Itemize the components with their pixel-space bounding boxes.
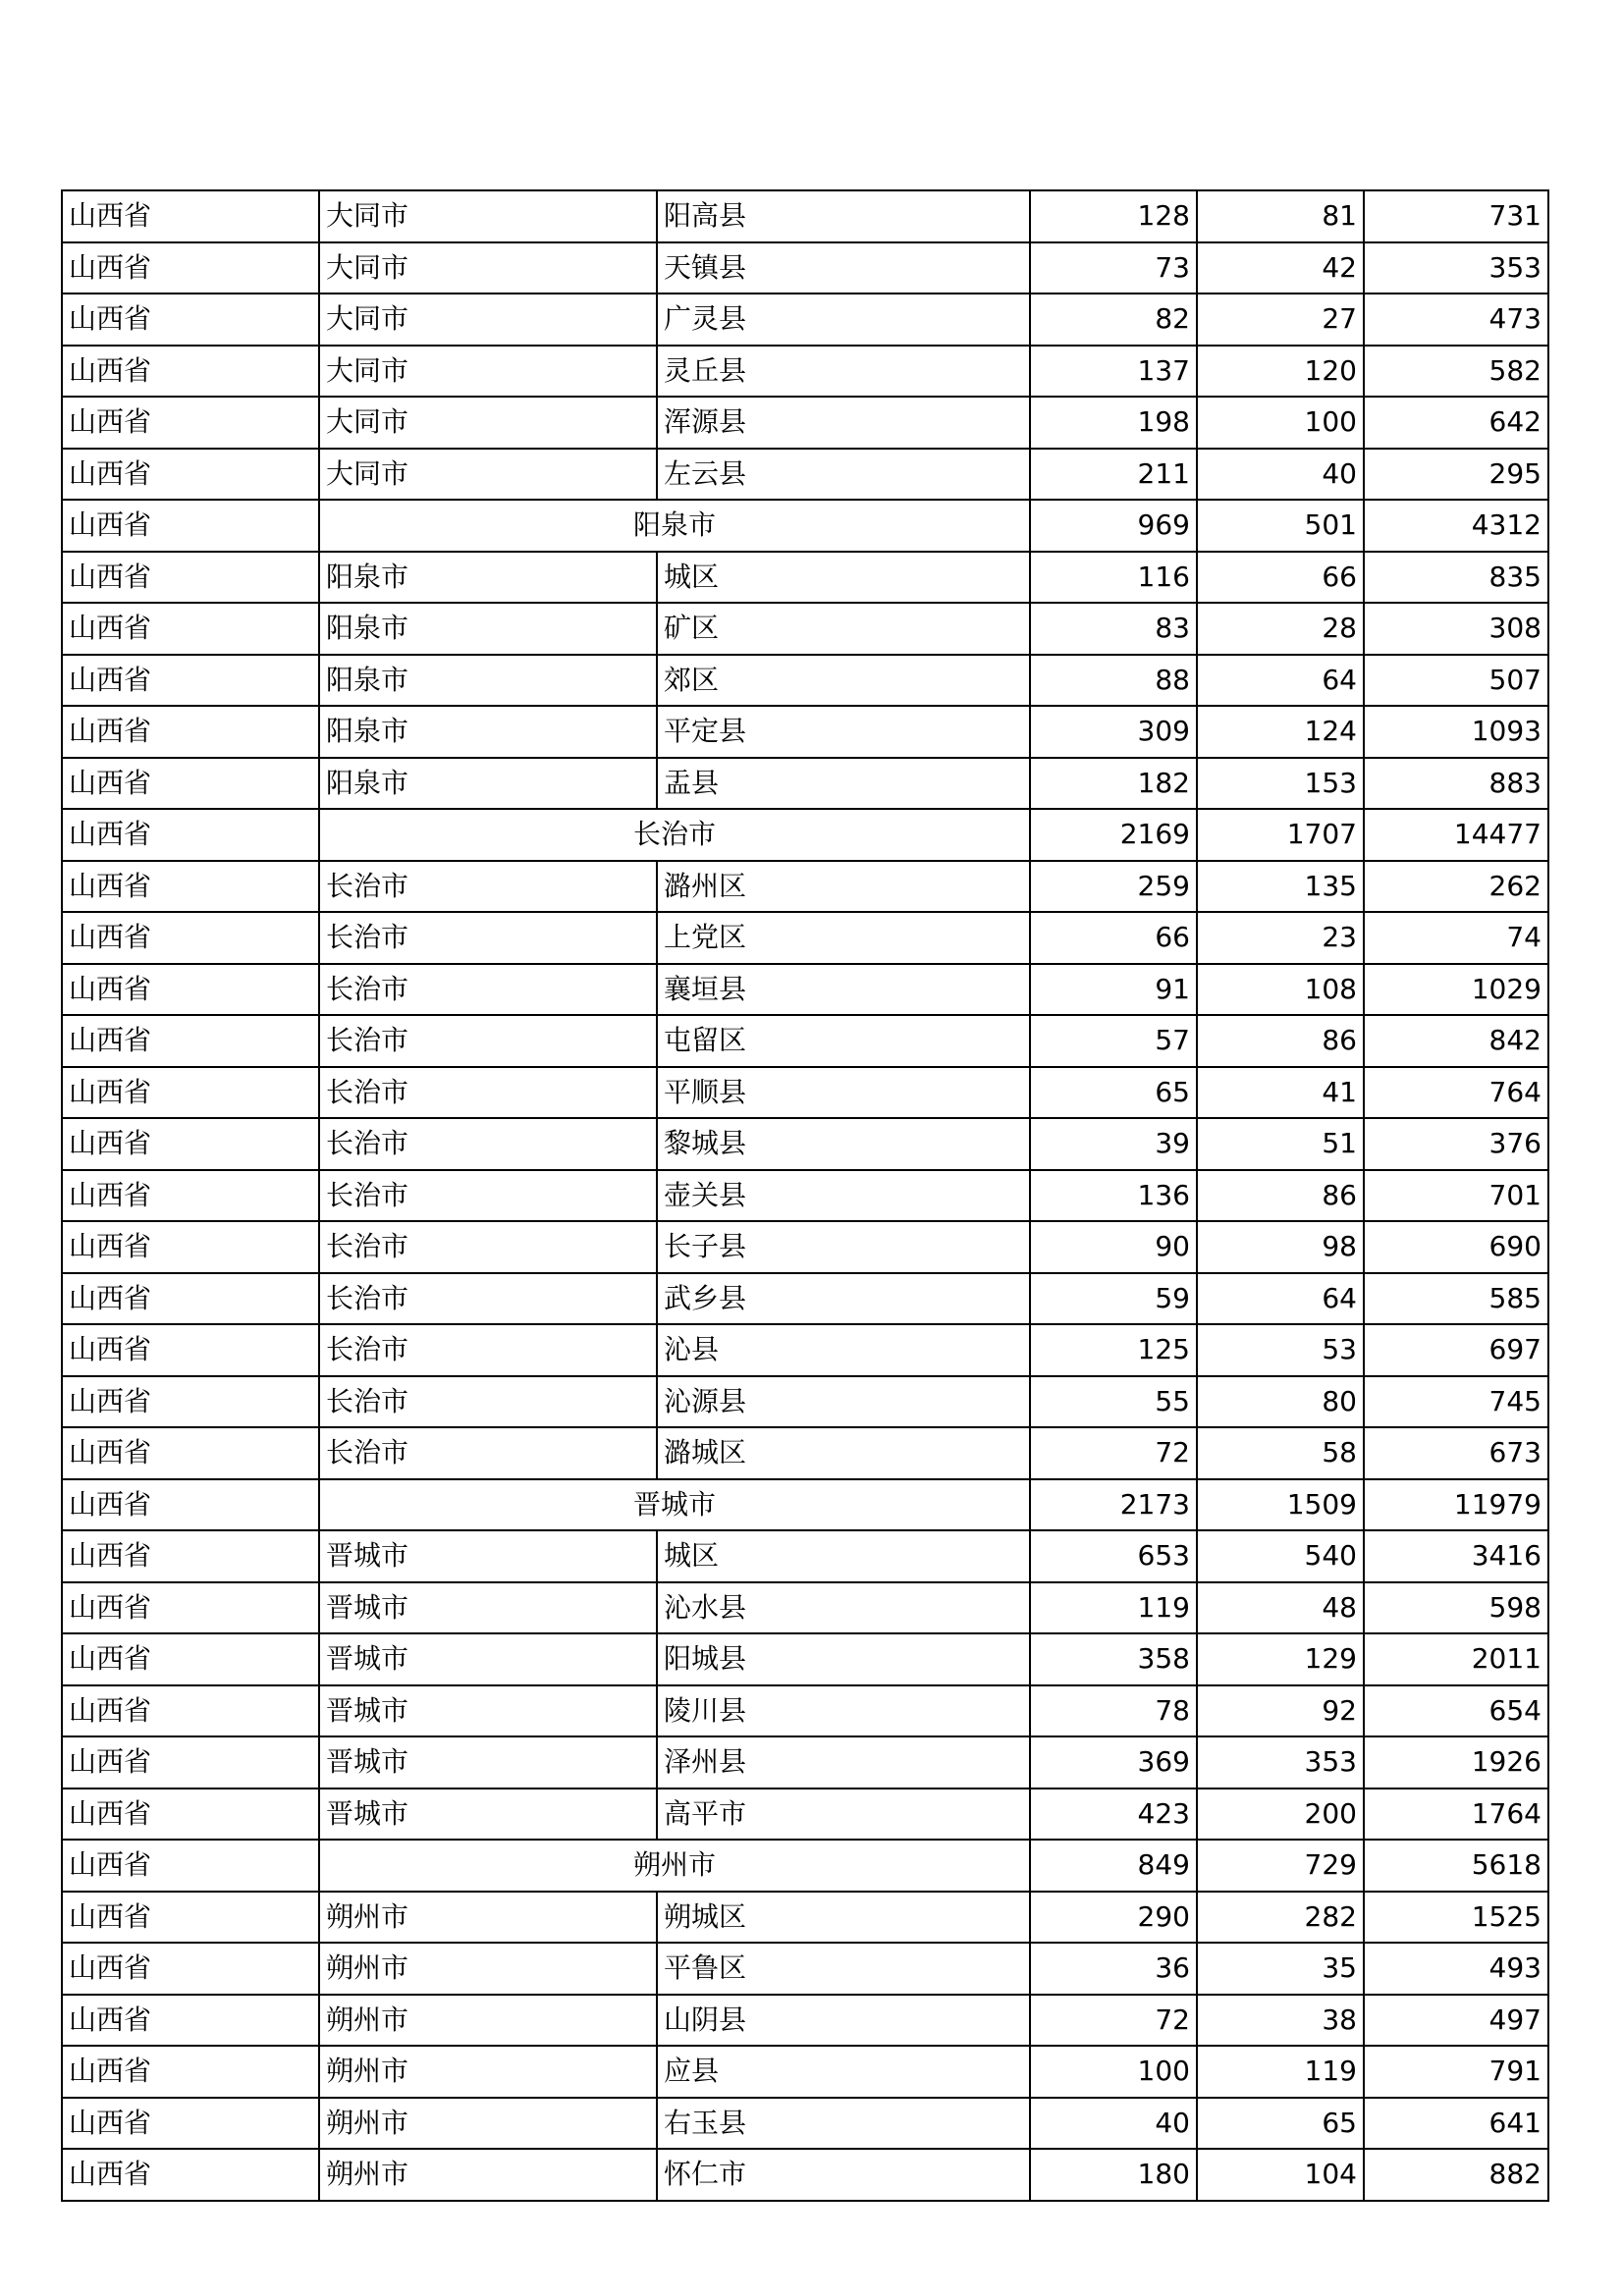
value-3-cell: 673 (1364, 1427, 1548, 1479)
value-1-cell: 100 (1030, 2046, 1197, 2098)
value-2-cell: 120 (1197, 346, 1364, 398)
city-cell: 朔州市 (319, 2098, 657, 2150)
province-cell: 山西省 (62, 1170, 319, 1222)
city-cell: 长治市 (319, 1118, 657, 1170)
value-3-cell: 764 (1364, 1067, 1548, 1119)
value-1-cell: 259 (1030, 861, 1197, 913)
city-cell: 阳泉市 (319, 758, 657, 810)
value-2-cell: 119 (1197, 2046, 1364, 2098)
value-3-cell: 295 (1364, 449, 1548, 501)
value-2-cell: 23 (1197, 912, 1364, 964)
province-cell: 山西省 (62, 242, 319, 294)
county-cell: 左云县 (657, 449, 1030, 501)
value-2-cell: 135 (1197, 861, 1364, 913)
province-cell: 山西省 (62, 449, 319, 501)
value-1-cell: 40 (1030, 2098, 1197, 2150)
city-cell: 阳泉市 (319, 552, 657, 604)
city-cell: 长治市 (319, 1067, 657, 1119)
value-2-cell: 64 (1197, 1273, 1364, 1325)
table-row (62, 397, 1548, 449)
city-cell: 长治市 (319, 1324, 657, 1376)
value-2-cell: 35 (1197, 1943, 1364, 1995)
value-1-cell: 137 (1030, 346, 1197, 398)
county-cell: 平顺县 (657, 1067, 1030, 1119)
province-cell: 山西省 (62, 1221, 319, 1273)
table-row (62, 758, 1548, 810)
value-3-cell: 585 (1364, 1273, 1548, 1325)
province-cell: 山西省 (62, 964, 319, 1016)
table-row (62, 603, 1548, 655)
county-cell: 平鲁区 (657, 1943, 1030, 1995)
table-row (62, 242, 1548, 294)
county-cell: 上党区 (657, 912, 1030, 964)
value-2-cell: 80 (1197, 1376, 1364, 1428)
county-cell: 平定县 (657, 706, 1030, 758)
value-3-cell: 1764 (1364, 1789, 1548, 1841)
value-2-cell: 40 (1197, 449, 1364, 501)
city-cell: 晋城市 (319, 1685, 657, 1737)
table-row (62, 294, 1548, 346)
province-cell: 山西省 (62, 1685, 319, 1737)
city-cell: 晋城市 (319, 1582, 657, 1634)
county-cell: 高平市 (657, 1789, 1030, 1841)
table-row (62, 861, 1548, 913)
value-1-cell: 423 (1030, 1789, 1197, 1841)
value-3-cell: 842 (1364, 1015, 1548, 1067)
value-3-cell: 11979 (1364, 1479, 1548, 1531)
county-cell: 武乡县 (657, 1273, 1030, 1325)
city-cell: 大同市 (319, 190, 657, 242)
city-cell: 长治市 (319, 1376, 657, 1428)
table-row (62, 1892, 1548, 1944)
value-2-cell: 66 (1197, 552, 1364, 604)
value-3-cell: 1093 (1364, 706, 1548, 758)
value-2-cell: 98 (1197, 1221, 1364, 1273)
value-2-cell: 153 (1197, 758, 1364, 810)
county-cell: 矿区 (657, 603, 1030, 655)
province-cell: 山西省 (62, 1995, 319, 2047)
city-cell: 阳泉市 (319, 655, 657, 707)
value-2-cell: 42 (1197, 242, 1364, 294)
value-2-cell: 64 (1197, 655, 1364, 707)
value-3-cell: 690 (1364, 1221, 1548, 1273)
province-cell: 山西省 (62, 397, 319, 449)
value-2-cell: 100 (1197, 397, 1364, 449)
value-2-cell: 729 (1197, 1840, 1364, 1892)
province-cell: 山西省 (62, 2046, 319, 2098)
value-2-cell: 28 (1197, 603, 1364, 655)
value-2-cell: 41 (1197, 1067, 1364, 1119)
value-1-cell: 39 (1030, 1118, 1197, 1170)
value-3-cell: 745 (1364, 1376, 1548, 1428)
province-cell: 山西省 (62, 552, 319, 604)
value-3-cell: 308 (1364, 603, 1548, 655)
table-row (62, 1995, 1548, 2047)
county-cell: 山阴县 (657, 1995, 1030, 2047)
county-cell: 天镇县 (657, 242, 1030, 294)
data-table (61, 189, 1549, 2202)
value-3-cell: 3416 (1364, 1530, 1548, 1582)
table-row (62, 552, 1548, 604)
table-row (62, 1530, 1548, 1582)
county-cell: 朔城区 (657, 1892, 1030, 1944)
table-row (62, 1633, 1548, 1685)
value-3-cell: 2011 (1364, 1633, 1548, 1685)
value-3-cell: 1029 (1364, 964, 1548, 1016)
table-row (62, 1582, 1548, 1634)
province-cell: 山西省 (62, 1427, 319, 1479)
value-3-cell: 882 (1364, 2149, 1548, 2201)
value-1-cell: 36 (1030, 1943, 1197, 1995)
province-cell: 山西省 (62, 1789, 319, 1841)
province-cell: 山西省 (62, 912, 319, 964)
county-cell: 潞州区 (657, 861, 1030, 913)
value-1-cell: 309 (1030, 706, 1197, 758)
city-cell: 晋城市 (319, 1633, 657, 1685)
value-1-cell: 65 (1030, 1067, 1197, 1119)
value-1-cell: 969 (1030, 500, 1197, 552)
value-2-cell: 129 (1197, 1633, 1364, 1685)
province-cell: 山西省 (62, 346, 319, 398)
city-cell: 长治市 (319, 1170, 657, 1222)
city-total-row (62, 1479, 1548, 1531)
city-cell: 长治市 (319, 861, 657, 913)
province-cell: 山西省 (62, 1273, 319, 1325)
table-row (62, 1067, 1548, 1119)
value-1-cell: 653 (1030, 1530, 1197, 1582)
table-row (62, 1736, 1548, 1789)
value-3-cell: 376 (1364, 1118, 1548, 1170)
province-cell: 山西省 (62, 2149, 319, 2201)
county-cell: 浑源县 (657, 397, 1030, 449)
value-2-cell: 1707 (1197, 809, 1364, 861)
table-row (62, 1015, 1548, 1067)
city-cell: 阳泉市 (319, 706, 657, 758)
table-row (62, 1324, 1548, 1376)
table-row (62, 1427, 1548, 1479)
province-cell: 山西省 (62, 603, 319, 655)
value-3-cell: 493 (1364, 1943, 1548, 1995)
county-cell: 阳城县 (657, 1633, 1030, 1685)
value-2-cell: 282 (1197, 1892, 1364, 1944)
city-cell: 晋城市 (319, 1530, 657, 1582)
city-total-cell: 长治市 (319, 809, 1030, 861)
province-cell: 山西省 (62, 1015, 319, 1067)
value-3-cell: 1525 (1364, 1892, 1548, 1944)
value-1-cell: 59 (1030, 1273, 1197, 1325)
table-row (62, 2149, 1548, 2201)
province-cell: 山西省 (62, 1324, 319, 1376)
value-2-cell: 501 (1197, 500, 1364, 552)
table-row (62, 1118, 1548, 1170)
city-total-cell: 阳泉市 (319, 500, 1030, 552)
table-row (62, 1789, 1548, 1841)
table-row (62, 912, 1548, 964)
city-cell: 长治市 (319, 1221, 657, 1273)
table-row (62, 346, 1548, 398)
county-cell: 盂县 (657, 758, 1030, 810)
province-cell: 山西省 (62, 1633, 319, 1685)
province-cell: 山西省 (62, 500, 319, 552)
value-1-cell: 180 (1030, 2149, 1197, 2201)
county-cell: 城区 (657, 1530, 1030, 1582)
county-cell: 沁源县 (657, 1376, 1030, 1428)
table-row (62, 655, 1548, 707)
city-total-row (62, 809, 1548, 861)
city-cell: 阳泉市 (319, 603, 657, 655)
value-3-cell: 835 (1364, 552, 1548, 604)
value-1-cell: 55 (1030, 1376, 1197, 1428)
value-3-cell: 507 (1364, 655, 1548, 707)
city-cell: 朔州市 (319, 1943, 657, 1995)
city-cell: 长治市 (319, 964, 657, 1016)
province-cell: 山西省 (62, 809, 319, 861)
province-cell: 山西省 (62, 1530, 319, 1582)
value-3-cell: 701 (1364, 1170, 1548, 1222)
value-2-cell: 108 (1197, 964, 1364, 1016)
table-row (62, 706, 1548, 758)
county-cell: 襄垣县 (657, 964, 1030, 1016)
value-1-cell: 211 (1030, 449, 1197, 501)
value-2-cell: 104 (1197, 2149, 1364, 2201)
value-3-cell: 731 (1364, 190, 1548, 242)
county-cell: 屯留区 (657, 1015, 1030, 1067)
county-cell: 城区 (657, 552, 1030, 604)
table-row (62, 190, 1548, 242)
value-3-cell: 473 (1364, 294, 1548, 346)
value-1-cell: 91 (1030, 964, 1197, 1016)
value-3-cell: 642 (1364, 397, 1548, 449)
county-cell: 长子县 (657, 1221, 1030, 1273)
value-1-cell: 66 (1030, 912, 1197, 964)
value-1-cell: 198 (1030, 397, 1197, 449)
value-1-cell: 358 (1030, 1633, 1197, 1685)
province-cell: 山西省 (62, 1376, 319, 1428)
table-body (62, 190, 1548, 2201)
province-cell: 山西省 (62, 190, 319, 242)
city-total-cell: 晋城市 (319, 1479, 1030, 1531)
county-cell: 怀仁市 (657, 2149, 1030, 2201)
county-cell: 广灵县 (657, 294, 1030, 346)
value-1-cell: 290 (1030, 1892, 1197, 1944)
table-row (62, 2046, 1548, 2098)
value-1-cell: 72 (1030, 1427, 1197, 1479)
value-1-cell: 849 (1030, 1840, 1197, 1892)
county-cell: 黎城县 (657, 1118, 1030, 1170)
value-3-cell: 5618 (1364, 1840, 1548, 1892)
value-3-cell: 582 (1364, 346, 1548, 398)
value-1-cell: 136 (1030, 1170, 1197, 1222)
value-2-cell: 38 (1197, 1995, 1364, 2047)
value-3-cell: 654 (1364, 1685, 1548, 1737)
county-cell: 壶关县 (657, 1170, 1030, 1222)
province-cell: 山西省 (62, 1067, 319, 1119)
value-2-cell: 124 (1197, 706, 1364, 758)
value-1-cell: 125 (1030, 1324, 1197, 1376)
value-3-cell: 883 (1364, 758, 1548, 810)
value-1-cell: 88 (1030, 655, 1197, 707)
value-1-cell: 182 (1030, 758, 1197, 810)
value-3-cell: 262 (1364, 861, 1548, 913)
province-cell: 山西省 (62, 1840, 319, 1892)
value-3-cell: 791 (1364, 2046, 1548, 2098)
value-1-cell: 116 (1030, 552, 1197, 604)
table-row (62, 449, 1548, 501)
city-cell: 大同市 (319, 294, 657, 346)
city-cell: 长治市 (319, 1427, 657, 1479)
value-1-cell: 82 (1030, 294, 1197, 346)
table-row (62, 964, 1548, 1016)
table-row (62, 1376, 1548, 1428)
county-cell: 郊区 (657, 655, 1030, 707)
value-2-cell: 27 (1197, 294, 1364, 346)
table-row (62, 1273, 1548, 1325)
city-cell: 长治市 (319, 1273, 657, 1325)
value-2-cell: 81 (1197, 190, 1364, 242)
value-2-cell: 353 (1197, 1736, 1364, 1789)
city-cell: 朔州市 (319, 1995, 657, 2047)
province-cell: 山西省 (62, 1582, 319, 1634)
province-cell: 山西省 (62, 1118, 319, 1170)
city-cell: 大同市 (319, 397, 657, 449)
table-row (62, 1170, 1548, 1222)
county-cell: 阳高县 (657, 190, 1030, 242)
value-2-cell: 200 (1197, 1789, 1364, 1841)
city-cell: 朔州市 (319, 2149, 657, 2201)
county-cell: 沁水县 (657, 1582, 1030, 1634)
value-3-cell: 598 (1364, 1582, 1548, 1634)
value-3-cell: 497 (1364, 1995, 1548, 2047)
value-2-cell: 540 (1197, 1530, 1364, 1582)
city-cell: 晋城市 (319, 1789, 657, 1841)
province-cell: 山西省 (62, 1736, 319, 1789)
province-cell: 山西省 (62, 861, 319, 913)
value-3-cell: 1926 (1364, 1736, 1548, 1789)
city-cell: 大同市 (319, 242, 657, 294)
value-2-cell: 65 (1197, 2098, 1364, 2150)
city-cell: 长治市 (319, 1015, 657, 1067)
value-2-cell: 1509 (1197, 1479, 1364, 1531)
province-cell: 山西省 (62, 1943, 319, 1995)
province-cell: 山西省 (62, 1892, 319, 1944)
value-1-cell: 128 (1030, 190, 1197, 242)
value-1-cell: 57 (1030, 1015, 1197, 1067)
county-cell: 灵丘县 (657, 346, 1030, 398)
city-total-row (62, 1840, 1548, 1892)
county-cell: 泽州县 (657, 1736, 1030, 1789)
value-1-cell: 119 (1030, 1582, 1197, 1634)
province-cell: 山西省 (62, 1479, 319, 1531)
value-1-cell: 2173 (1030, 1479, 1197, 1531)
city-total-row (62, 500, 1548, 552)
value-2-cell: 92 (1197, 1685, 1364, 1737)
county-cell: 陵川县 (657, 1685, 1030, 1737)
value-3-cell: 353 (1364, 242, 1548, 294)
county-cell: 应县 (657, 2046, 1030, 2098)
value-3-cell: 14477 (1364, 809, 1548, 861)
table-row (62, 1221, 1548, 1273)
table-row (62, 2098, 1548, 2150)
county-cell: 右玉县 (657, 2098, 1030, 2150)
value-1-cell: 83 (1030, 603, 1197, 655)
value-2-cell: 86 (1197, 1170, 1364, 1222)
value-2-cell: 51 (1197, 1118, 1364, 1170)
county-cell: 沁县 (657, 1324, 1030, 1376)
table-row (62, 1685, 1548, 1737)
city-total-cell: 朔州市 (319, 1840, 1030, 1892)
county-cell: 潞城区 (657, 1427, 1030, 1479)
city-cell: 大同市 (319, 449, 657, 501)
city-cell: 朔州市 (319, 2046, 657, 2098)
value-2-cell: 58 (1197, 1427, 1364, 1479)
value-1-cell: 78 (1030, 1685, 1197, 1737)
city-cell: 长治市 (319, 912, 657, 964)
city-cell: 朔州市 (319, 1892, 657, 1944)
value-1-cell: 369 (1030, 1736, 1197, 1789)
value-2-cell: 86 (1197, 1015, 1364, 1067)
value-3-cell: 74 (1364, 912, 1548, 964)
value-1-cell: 73 (1030, 242, 1197, 294)
value-1-cell: 90 (1030, 1221, 1197, 1273)
value-2-cell: 48 (1197, 1582, 1364, 1634)
value-3-cell: 4312 (1364, 500, 1548, 552)
province-cell: 山西省 (62, 758, 319, 810)
value-1-cell: 72 (1030, 1995, 1197, 2047)
value-3-cell: 641 (1364, 2098, 1548, 2150)
table-row (62, 1943, 1548, 1995)
province-cell: 山西省 (62, 2098, 319, 2150)
value-1-cell: 2169 (1030, 809, 1197, 861)
value-2-cell: 53 (1197, 1324, 1364, 1376)
city-cell: 晋城市 (319, 1736, 657, 1789)
province-cell: 山西省 (62, 706, 319, 758)
province-cell: 山西省 (62, 655, 319, 707)
value-3-cell: 697 (1364, 1324, 1548, 1376)
city-cell: 大同市 (319, 346, 657, 398)
province-cell: 山西省 (62, 294, 319, 346)
